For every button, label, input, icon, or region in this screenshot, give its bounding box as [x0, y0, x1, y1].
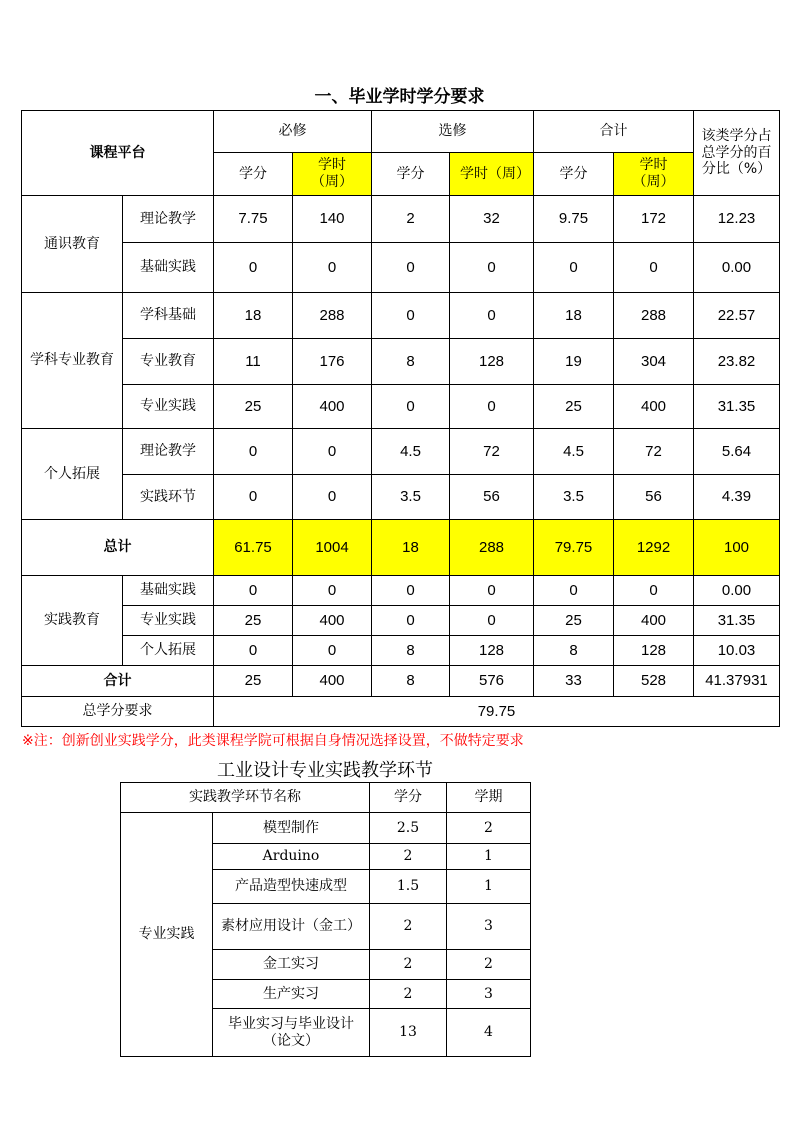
course-term: 4 [447, 1009, 531, 1057]
group-name: 学科专业教育 [22, 293, 123, 429]
percent-header: 该类学分占总学分的百分比（%） [694, 111, 780, 196]
group-name: 通识教育 [22, 196, 123, 293]
value-cell: 0 [293, 576, 372, 606]
value-cell: 4.5 [372, 429, 450, 475]
value-cell: 288 [614, 293, 694, 339]
table-row [22, 243, 780, 293]
credit-subheader: 学分 [372, 153, 450, 196]
requirement-row [22, 697, 780, 727]
value-cell: 0 [214, 475, 293, 520]
course-name: 毕业实习与毕业设计（论文） [213, 1009, 370, 1057]
table-row [22, 429, 780, 475]
value-cell: 56 [450, 475, 534, 520]
group-name: 个人拓展 [22, 429, 123, 520]
total-value: 79.75 [534, 520, 614, 576]
value-cell: 0 [450, 293, 534, 339]
platform-header: 课程平台 [22, 111, 214, 196]
course-term: 1 [447, 844, 531, 870]
value-cell: 19 [534, 339, 614, 385]
category-cell: 专业实践 [121, 813, 213, 1057]
hours-subheader: 学时（周） [450, 153, 534, 196]
value-cell: 400 [293, 666, 372, 697]
value-cell: 0 [372, 576, 450, 606]
course-credit: 2 [370, 904, 447, 950]
course-credit: 2 [370, 980, 447, 1009]
value-cell: 25 [214, 606, 293, 636]
section-title: 一、毕业学时学分要求 [314, 87, 485, 107]
table-row [22, 636, 780, 666]
value-cell: 0 [214, 636, 293, 666]
total-value: 18 [372, 520, 450, 576]
value-cell: 18 [214, 293, 293, 339]
practice-teaching-table [120, 782, 531, 1057]
sub-category: 专业实践 [123, 606, 214, 636]
value-cell: 10.03 [694, 636, 780, 666]
value-cell: 0.00 [694, 576, 780, 606]
value-cell: 31.35 [694, 606, 780, 636]
value-cell: 0 [372, 385, 450, 429]
table-row [121, 813, 531, 844]
course-term: 1 [447, 870, 531, 904]
value-cell: 576 [450, 666, 534, 697]
total-value: 288 [450, 520, 534, 576]
value-cell: 7.75 [214, 196, 293, 243]
value-cell: 0 [534, 243, 614, 293]
sub-category: 个人拓展 [123, 636, 214, 666]
table-row [22, 385, 780, 429]
value-cell: 0 [534, 576, 614, 606]
graduation-credits-table [21, 110, 780, 727]
value-cell: 41.37931 [694, 666, 780, 697]
course-name: 素材应用设计（金工） [213, 904, 370, 950]
course-credit: 2.5 [370, 813, 447, 844]
value-cell: 140 [293, 196, 372, 243]
value-cell: 31.35 [694, 385, 780, 429]
total-value: 61.75 [214, 520, 293, 576]
course-credit: 2 [370, 844, 447, 870]
hours-subheader: 学时（周） [614, 153, 694, 196]
value-cell: 0 [372, 606, 450, 636]
course-name: 产品造型快速成型 [213, 870, 370, 904]
course-term: 2 [447, 950, 531, 980]
value-cell: 128 [614, 636, 694, 666]
value-cell: 0 [372, 243, 450, 293]
value-cell: 2 [372, 196, 450, 243]
table-row [22, 576, 780, 606]
hours-subheader: 学时（周） [293, 153, 372, 196]
value-cell: 5.64 [694, 429, 780, 475]
course-credit: 1.5 [370, 870, 447, 904]
note-text: ※注：创新创业实践学分，此类课程学院可根据自身情况选择设置，不做特定要求 [22, 733, 524, 749]
course-name: Arduino [213, 844, 370, 870]
subtotal-row [22, 666, 780, 697]
value-cell: 128 [450, 339, 534, 385]
value-cell: 3.5 [534, 475, 614, 520]
value-cell: 0 [614, 576, 694, 606]
requirement-label: 总学分要求 [22, 697, 214, 727]
sub-category: 专业教育 [123, 339, 214, 385]
value-cell: 176 [293, 339, 372, 385]
course-name: 金工实习 [213, 950, 370, 980]
value-cell: 0 [293, 429, 372, 475]
sub-category: 理论教学 [123, 196, 214, 243]
sub-category: 基础实践 [123, 576, 214, 606]
course-term: 3 [447, 904, 531, 950]
course-name: 模型制作 [213, 813, 370, 844]
value-cell: 12.23 [694, 196, 780, 243]
course-name: 生产实习 [213, 980, 370, 1009]
course-credit: 13 [370, 1009, 447, 1057]
value-cell: 33 [534, 666, 614, 697]
practice-table-title: 工业设计专业实践教学环节 [217, 760, 433, 781]
value-cell: 18 [534, 293, 614, 339]
total-label: 总计 [22, 520, 214, 576]
table-row [22, 293, 780, 339]
value-cell: 25 [214, 385, 293, 429]
value-cell: 23.82 [694, 339, 780, 385]
value-cell: 304 [614, 339, 694, 385]
value-cell: 400 [293, 385, 372, 429]
value-cell: 9.75 [534, 196, 614, 243]
elective-header: 选修 [372, 111, 534, 153]
value-cell: 528 [614, 666, 694, 697]
value-cell: 72 [450, 429, 534, 475]
value-cell: 0 [450, 606, 534, 636]
total-value: 1292 [614, 520, 694, 576]
required-header: 必修 [214, 111, 372, 153]
requirement-value: 79.75 [214, 697, 780, 727]
value-cell: 0 [214, 576, 293, 606]
value-cell: 8 [372, 636, 450, 666]
course-credit: 2 [370, 950, 447, 980]
value-cell: 0 [293, 475, 372, 520]
value-cell: 400 [293, 606, 372, 636]
value-cell: 25 [534, 606, 614, 636]
value-cell: 400 [614, 606, 694, 636]
table-row [22, 339, 780, 385]
value-cell: 0 [293, 243, 372, 293]
value-cell: 56 [614, 475, 694, 520]
value-cell: 0 [450, 243, 534, 293]
value-cell: 25 [214, 666, 293, 697]
total-value: 1004 [293, 520, 372, 576]
value-cell: 0 [450, 576, 534, 606]
value-cell: 25 [534, 385, 614, 429]
value-cell: 8 [372, 339, 450, 385]
course-term: 2 [447, 813, 531, 844]
value-cell: 3.5 [372, 475, 450, 520]
value-cell: 22.57 [694, 293, 780, 339]
credit-subheader: 学分 [214, 153, 293, 196]
value-cell: 0 [293, 636, 372, 666]
sub-category: 专业实践 [123, 385, 214, 429]
value-cell: 0 [614, 243, 694, 293]
value-cell: 4.39 [694, 475, 780, 520]
value-cell: 11 [214, 339, 293, 385]
term-header: 学期 [447, 783, 531, 813]
credit-header: 学分 [370, 783, 447, 813]
value-cell: 0.00 [694, 243, 780, 293]
value-cell: 172 [614, 196, 694, 243]
value-cell: 400 [614, 385, 694, 429]
credit-subheader: 学分 [534, 153, 614, 196]
course-term: 3 [447, 980, 531, 1009]
value-cell: 0 [214, 243, 293, 293]
name-header: 实践教学环节名称 [121, 783, 370, 813]
value-cell: 32 [450, 196, 534, 243]
combined-header: 合计 [534, 111, 694, 153]
value-cell: 0 [450, 385, 534, 429]
value-cell: 0 [214, 429, 293, 475]
sub-category: 理论教学 [123, 429, 214, 475]
group-name: 实践教育 [22, 576, 123, 666]
table-row [22, 475, 780, 520]
value-cell: 8 [372, 666, 450, 697]
table-row [22, 196, 780, 243]
value-cell: 0 [372, 293, 450, 339]
table-row [22, 606, 780, 636]
value-cell: 8 [534, 636, 614, 666]
value-cell: 128 [450, 636, 534, 666]
value-cell: 288 [293, 293, 372, 339]
value-cell: 72 [614, 429, 694, 475]
subtotal-label: 合计 [22, 666, 214, 697]
total-value: 100 [694, 520, 780, 576]
total-row [22, 520, 780, 576]
value-cell: 4.5 [534, 429, 614, 475]
sub-category: 基础实践 [123, 243, 214, 293]
sub-category: 实践环节 [123, 475, 214, 520]
sub-category: 学科基础 [123, 293, 214, 339]
